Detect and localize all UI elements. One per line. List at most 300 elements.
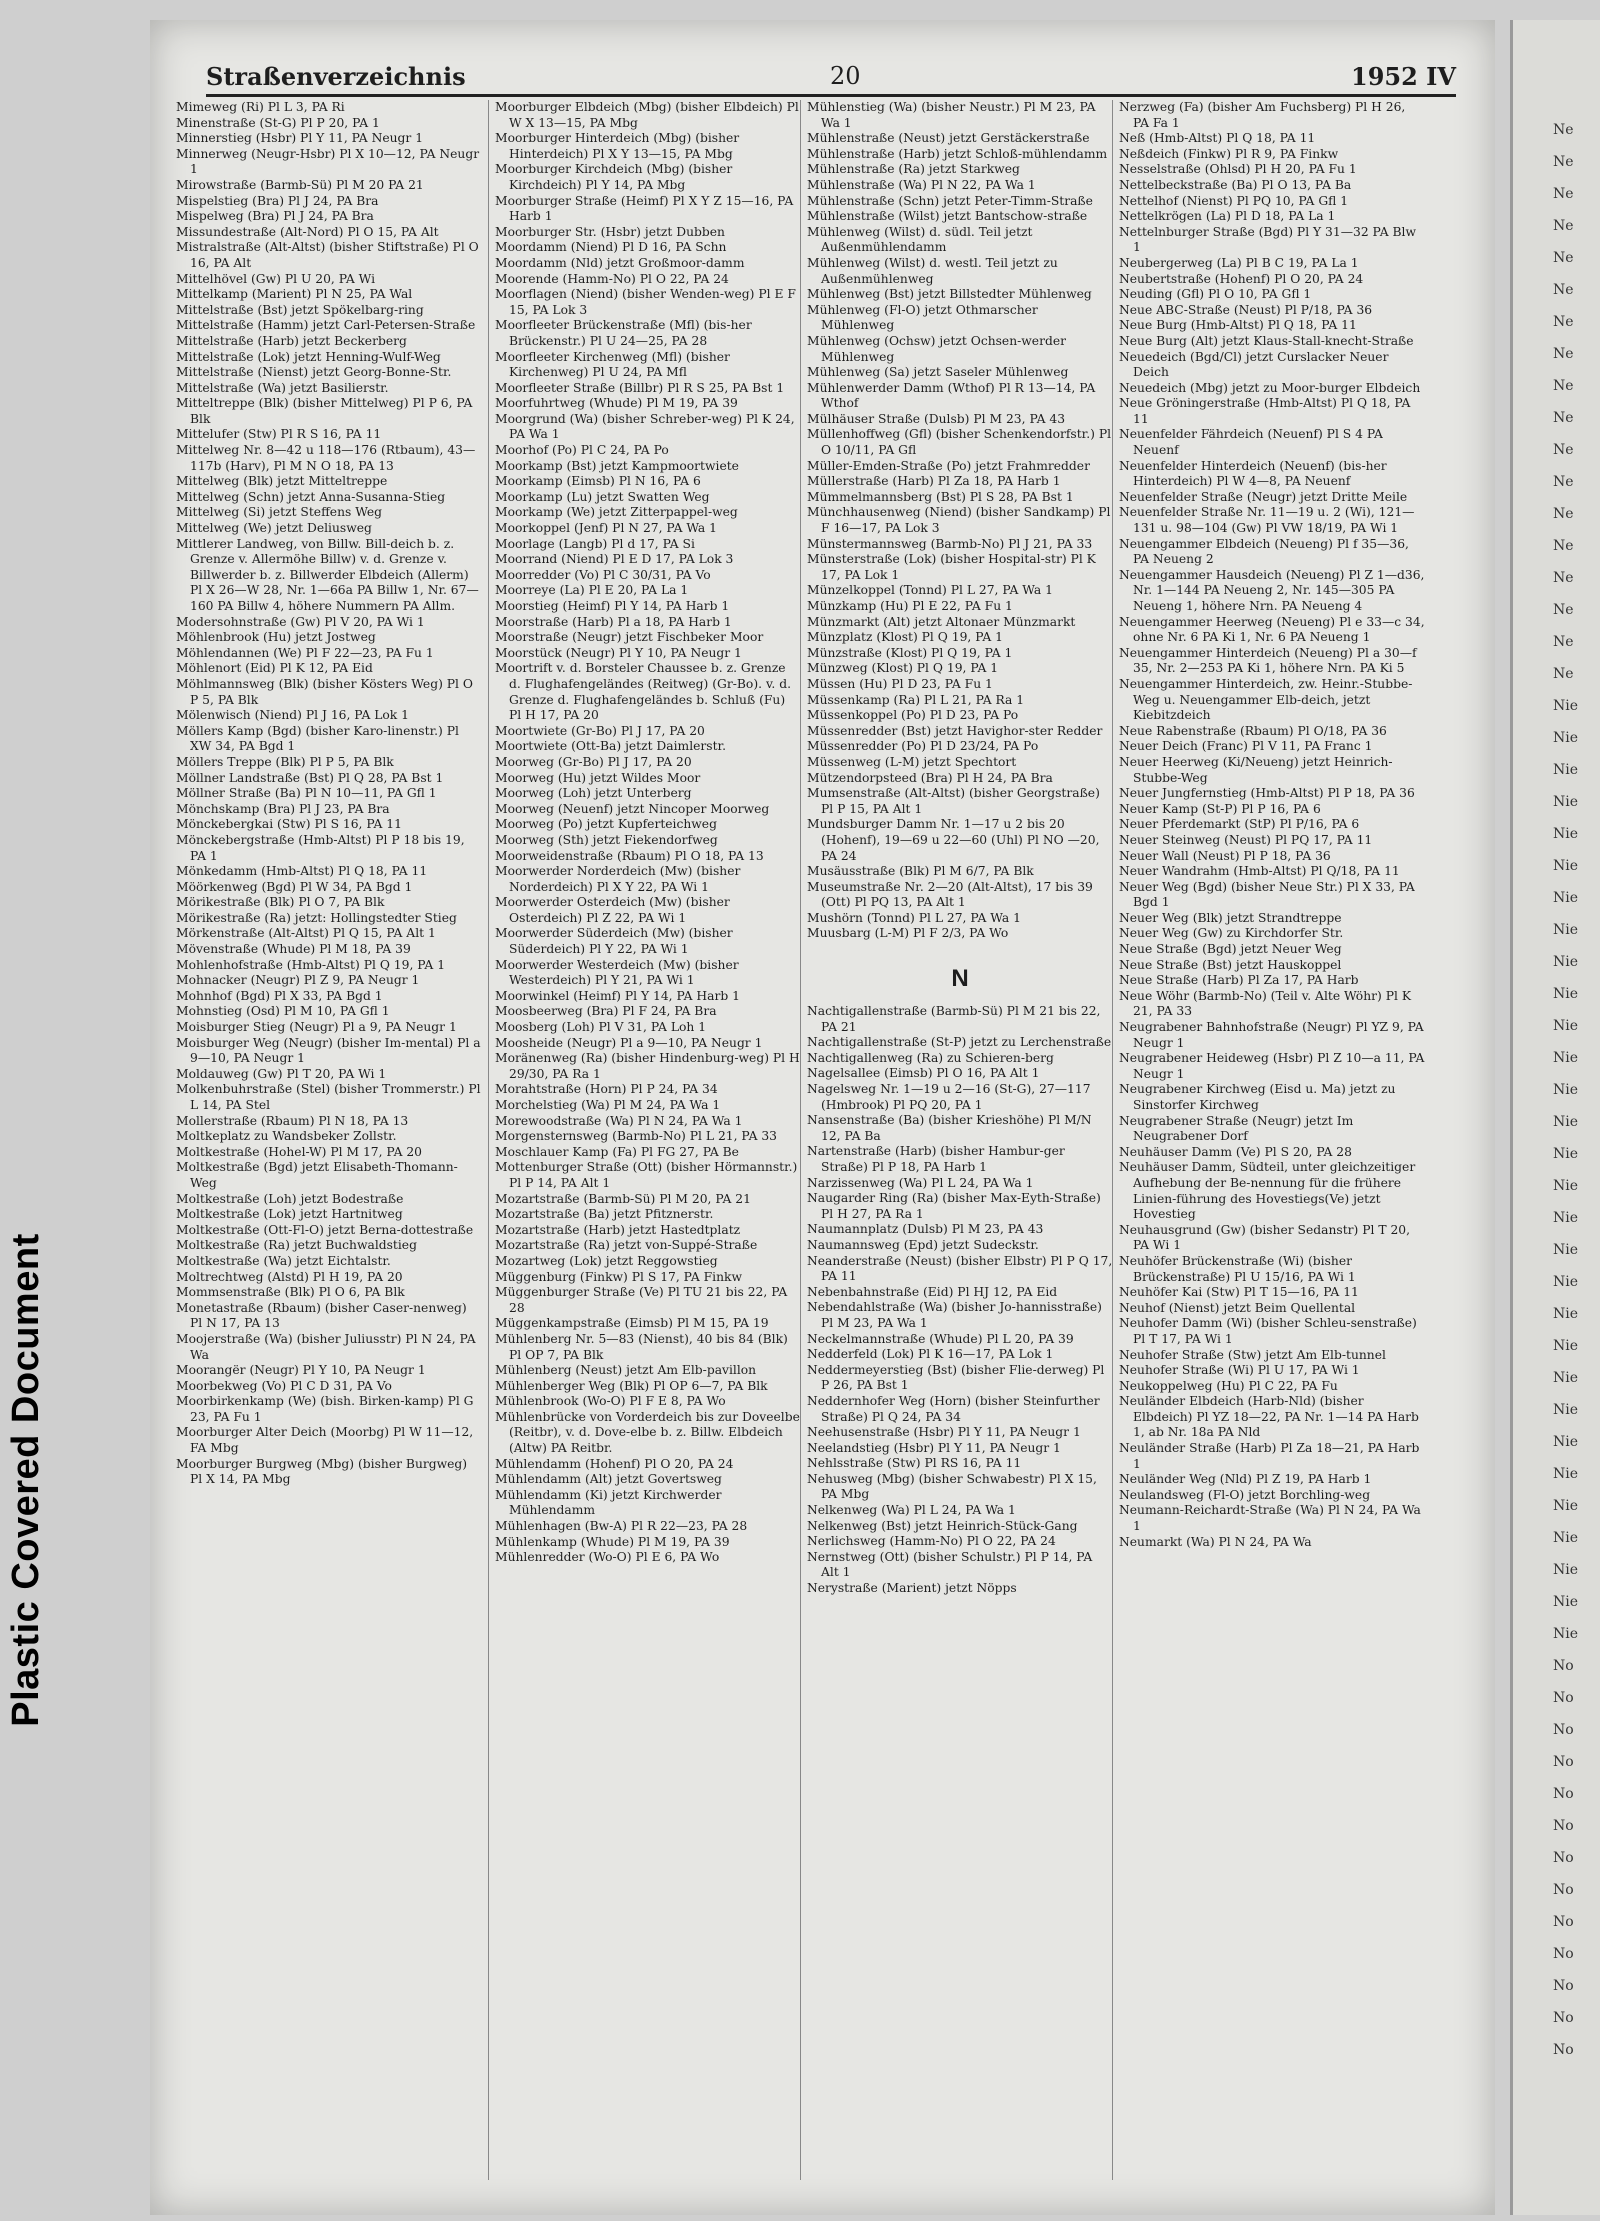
street-entry: Neue Straße (Harb) Pl Za 17, PA Harb — [1119, 973, 1359, 988]
street-entry: Müssen (Hu) Pl D 23, PA Fu 1 — [807, 676, 993, 691]
street-entry: Neuhofer Damm (Wi) (bisher Schleu-senstraße) Pl T 17, PA Wi 1 — [1119, 1316, 1417, 1346]
street-entry: Moorbekweg (Vo) Pl C D 31, PA Vo — [176, 1378, 392, 1393]
street-entry: Mühlenstraße (Wilst) jetzt Bantschow-straße — [807, 209, 1088, 224]
next-page-fragment: No — [1553, 1914, 1574, 1930]
next-page-fragment: Nie — [1553, 762, 1579, 778]
next-page-fragment: Nie — [1553, 698, 1579, 714]
street-entry: Mittelstraße (Hamm) jetzt Carl-Petersen-Straße — [176, 318, 476, 333]
street-entry: Mommsenstraße (Blk) Pl O 6, PA Blk — [176, 1285, 405, 1300]
street-entry: Moorburger Burgweg (Mbg) (bisher Burgweg) Pl X 14, PA Mbg — [176, 1456, 468, 1487]
next-page-fragment: Ne — [1553, 378, 1574, 394]
street-entry: Moorweg (Neuenf) jetzt Nincoper Moorweg — [495, 801, 770, 816]
street-entry: Mushörn (Tonnd) Pl L 27, PA Wa 1 — [807, 910, 1021, 925]
street-entry: Neckelmannstraße (Whude) Pl L 20, PA 39 — [807, 1331, 1074, 1346]
next-page-fragment: Ne — [1553, 634, 1574, 650]
street-entry: Neuengammer Hinterdeich, zw. Heinr.-Stubbe-Weg u. Neuengammer Elb-deich, jetzt Kiebitzdeich — [1119, 676, 1413, 723]
street-entry: Moordamm (Nld) jetzt Großmoor-damm — [495, 255, 745, 270]
next-page-fragment: Nie — [1553, 1050, 1579, 1066]
section-letter: N — [951, 965, 969, 993]
street-entry: Münzkamp (Hu) Pl E 22, PA Fu 1 — [807, 599, 1013, 613]
street-entry: Moorweg (Sth) jetzt Fiekendorfweg — [495, 832, 718, 847]
street-entry: Mühlenstraße (Schn) jetzt Peter-Timm-Straße — [807, 193, 1093, 208]
street-entry: Mövenstraße (Whude) Pl M 18, PA 39 — [176, 942, 411, 957]
street-entry: Neuer Wall (Neust) Pl P 18, PA 36 — [1119, 848, 1331, 863]
next-page-fragment: Ne — [1553, 282, 1574, 298]
street-entry: Mittelhövel (Gw) Pl U 20, PA Wi — [176, 271, 376, 286]
street-entry: Nernstweg (Ott) (bisher Schulstr.) Pl P 14, PA Alt 1 — [807, 1549, 1093, 1580]
street-entry: Müllenhoffweg (Gfl) (bisher Schenkendorfstr.) Pl O 10/11, PA Gfl — [807, 427, 1112, 458]
street-entry: Morewoodstraße (Wa) Pl N 24, PA Wa 1 — [495, 1113, 743, 1128]
street-entry: Narzissenweg (Wa) Pl L 24, PA Wa 1 — [807, 1175, 1034, 1190]
street-entry: Moorweidenstraße (Rbaum) Pl O 18, PA 13 — [495, 848, 764, 863]
street-entry: Mozartstraße (Barmb-Sü) Pl M 20, PA 21 — [495, 1191, 751, 1206]
street-entry: Mühlenbrücke von Vorderdeich bis zur Doveelbe (Reitbr), v. d. Dove-elbe b. z. Billw. Elbdeich (Altw) PA Reitbr. — [495, 1409, 800, 1456]
next-page-fragment: Ne — [1553, 250, 1574, 266]
next-page-fragment: Ne — [1553, 570, 1574, 586]
street-entry: Neue Straße (Bst) jetzt Hauskoppel — [1119, 957, 1342, 972]
next-page-fragment: Nie — [1553, 954, 1579, 970]
street-entry: Mühlenweg (Wilst) d. südl. Teil jetzt Außenmühlendamm — [807, 224, 1033, 255]
street-entry: Muusbarg (L-M) Pl F 2/3, PA Wo — [807, 926, 1009, 941]
street-entry: Neue Burg (Hmb-Altst) Pl Q 18, PA 11 — [1119, 318, 1357, 333]
next-page-fragment: Ne — [1553, 538, 1574, 554]
street-entry: Moordamm (Niend) Pl D 16, PA Schn — [495, 240, 727, 255]
header-title: Straßenverzeichnis — [206, 62, 466, 91]
street-entry: Mitteltreppe (Blk) (bisher Mittelweg) Pl P 6, PA Blk — [176, 396, 473, 426]
street-entry: Molkenbuhrstraße (Stel) (bisher Trommerstr.) Pl L 14, PA Stel — [176, 1082, 481, 1112]
street-entry: Mozartstraße (Harb) jetzt Hastedtplatz — [495, 1222, 741, 1237]
street-entry: Nachtigallenstraße (Barmb-Sü) Pl M 21 bis 22, PA 21 — [807, 1004, 1101, 1034]
street-entry: Neddermeyerstieg (Bst) (bisher Flie-derweg) Pl P 26, PA Bst 1 — [807, 1362, 1105, 1393]
street-entry: Neuengammer Hinterdeich (Neueng) Pl a 30—f 35, Nr. 2—253 PA Ki 1, höhere Nrn. PA Ki 5 — [1119, 645, 1417, 676]
street-entry: Mittlerer Landweg, von Billw. Bill-deich b. z. Grenze v. Allermöhe Billw) v. d. Grenze v. Billwerder b. z. Billwerder Elbdeich (Allerm) Pl X 26—W 28, Nr. 1—66a PA Billw 1, Nr. 67—160 PA Billw 4, höhere Nummern PA Allm. — [176, 536, 479, 613]
street-entry: Münzelkoppel (Tonnd) Pl L 27, PA Wa 1 — [807, 583, 1053, 598]
street-entry: Mühlenstraße (Ra) jetzt Starkweg — [807, 162, 1020, 177]
street-entry: Mühlenweg (Ochsw) jetzt Ochsen-werder Mühlenweg — [807, 333, 1066, 364]
next-page-fragment: Ne — [1553, 218, 1574, 234]
next-page-fragment: Nie — [1553, 1274, 1579, 1290]
street-entry: Moorweg (Po) jetzt Kupferteichweg — [495, 817, 717, 832]
next-page-fragment: Nie — [1553, 1530, 1579, 1546]
street-entry: Neuhäuser Damm, Südteil, unter gleichzeitiger Aufhebung der Be-nennung für die frühere Linien-führung des Hovestiegs(Ve) jetzt Hovestieg — [1119, 1160, 1416, 1222]
street-entry: Möllner Landstraße (Bst) Pl Q 28, PA Bst 1 — [176, 770, 444, 785]
street-entry: Mühlenweg (Wilst) d. westl. Teil jetzt zu Außenmühlenweg — [807, 255, 1058, 286]
street-entry: Neuländer Elbdeich (Harb-Nld) (bisher Elbdeich) Pl YZ 18—22, PA Nr. 1—14 PA Harb 1, ab Nr. 18a PA Nld — [1119, 1394, 1419, 1440]
column-4 — [1112, 100, 1425, 2180]
street-entry: Mülhäuser Straße (Dulsb) Pl M 23, PA 43 — [807, 411, 1066, 426]
next-page-fragment: No — [1553, 2042, 1574, 2058]
street-entry: Mittelweg (Si) jetzt Steffens Weg — [176, 505, 383, 520]
street-entry: Neuengammer Elbdeich (Neueng) Pl f 35—36, PA Neueng 2 — [1119, 536, 1409, 567]
street-entry: Mühlenstraße (Neust) jetzt Gerstäckerstraße — [807, 131, 1090, 146]
street-entry: Neuer Deich (Franc) Pl V 11, PA Franc 1 — [1119, 739, 1373, 754]
column-3 — [800, 100, 1113, 2180]
street-entry: Neuenfelder Straße (Neugr) jetzt Dritte Meile — [1119, 489, 1408, 504]
street-entry: Mühlenstieg (Wa) (bisher Neustr.) Pl M 23, PA Wa 1 — [807, 100, 1096, 130]
street-entry: Naumannsweg (Epd) jetzt Sudeckstr. — [807, 1237, 1039, 1252]
street-entry: Mittelweg (Blk) jetzt Mitteltreppe — [176, 474, 388, 489]
street-entry: Mirowstraße (Barmb-Sü) Pl M 20 PA 21 — [176, 177, 424, 192]
street-entry: Nettelhof (Nienst) Pl PQ 10, PA Gfl 1 — [1119, 193, 1349, 208]
street-entry: Mozartstraße (Ba) jetzt Pfitznerstr. — [495, 1207, 714, 1222]
street-entry: Moorfleeter Kirchenweg (Mfl) (bisher Kirchenweg) Pl U 24, PA Mfl — [495, 349, 730, 380]
street-entry: Mittelstraße (Lok) jetzt Henning-Wulf-Weg — [176, 349, 441, 364]
street-entry: Mittelweg (Schn) jetzt Anna-Susanna-Stieg — [176, 489, 446, 504]
street-entry: Neuedeich (Bgd/Cl) jetzt Curslacker Neuer Deich — [1119, 349, 1389, 380]
street-entry: Moorkamp (We) jetzt Zitterpappel-weg — [495, 505, 738, 520]
street-entry: Möllers Treppe (Blk) Pl P 5, PA Blk — [176, 754, 394, 769]
street-entry: Moorstück (Neugr) Pl Y 10, PA Neugr 1 — [495, 645, 742, 660]
column-2 — [488, 100, 801, 2180]
street-entry: Mützendorpsteed (Bra) Pl H 24, PA Bra — [807, 770, 1053, 785]
next-page-fragment: Nie — [1553, 794, 1579, 810]
street-entry: Mittelstraße (Nienst) jetzt Georg-Bonne-Str. — [176, 365, 452, 380]
street-entry: Neuhöfer Kai (Stw) Pl T 15—16, PA 11 — [1119, 1285, 1359, 1300]
next-page-fragment: Nie — [1553, 1370, 1579, 1386]
street-entry: Neuländer Straße (Harb) Pl Za 18—21, PA Harb 1 — [1119, 1441, 1420, 1471]
street-entry: Mohlenhofstraße (Hmb-Altst) Pl Q 19, PA 1 — [176, 957, 446, 972]
street-entry: Neue Wöhr (Barmb-No) (Teil v. Alte Wöhr) Pl K 21, PA 33 — [1119, 988, 1412, 1019]
street-entry: Nagelsallee (Eimsb) Pl O 16, PA Alt 1 — [807, 1066, 1040, 1081]
street-entry: Mörkenstraße (Alt-Altst) Pl Q 15, PA Alt 1 — [176, 926, 436, 941]
next-page-fragment: Nie — [1553, 1626, 1579, 1642]
street-entry: Müllerstraße (Harb) Pl Za 18, PA Harb 1 — [807, 474, 1061, 489]
street-entry: Moorkamp (Lu) jetzt Swatten Weg — [495, 489, 710, 504]
street-entry: Nettelnburger Straße (Bgd) Pl Y 31—32 PA Blw 1 — [1119, 224, 1416, 255]
next-page-fragment: Nie — [1553, 1178, 1579, 1194]
street-entry: Nettelkrögen (La) Pl D 18, PA La 1 — [1119, 209, 1336, 224]
street-entry: Möllner Straße (Ba) Pl N 10—11, PA Gfl 1 — [176, 786, 437, 801]
street-entry: Moltkestraße (Ott-Fl-O) jetzt Berna-dottestraße — [176, 1222, 474, 1237]
street-entry: Neue Burg (Alt) jetzt Klaus-Stall-knecht-Straße — [1119, 333, 1414, 348]
street-entry: Moorburger Kirchdeich (Mbg) (bisher Kirchdeich) Pl Y 14, PA Mbg — [495, 162, 733, 192]
street-entry: Mühlenkamp (Whude) Pl M 19, PA 39 — [495, 1534, 730, 1549]
street-entry: Moortwiete (Ott-Ba) jetzt Daimlerstr. — [495, 739, 726, 754]
next-page-fragment: No — [1553, 1978, 1574, 1994]
street-entry: Moorweg (Loh) jetzt Unterberg — [495, 786, 692, 801]
street-entry: Münchhausenweg (Niend) (bisher Sandkamp) Pl F 16—17, PA Lok 3 — [807, 505, 1111, 536]
next-page-fragment: Nie — [1553, 1402, 1579, 1418]
street-entry: Moorangër (Neugr) Pl Y 10, PA Neugr 1 — [176, 1363, 426, 1378]
street-entry: Mühlenberger Weg (Blk) Pl OP 6—7, PA Blk — [495, 1378, 768, 1393]
street-entry: Mispelstieg (Bra) Pl J 24, PA Bra — [176, 193, 379, 208]
street-entry: Moorfuhrtweg (Whude) Pl M 19, PA 39 — [495, 396, 738, 411]
street-entry: Neuhäuser Damm (Ve) Pl S 20, PA 28 — [1119, 1144, 1352, 1159]
street-entry: Müssenredder (Bst) jetzt Havighor-ster Redder — [807, 723, 1103, 738]
street-entry: Moosberg (Loh) Pl V 31, PA Loh 1 — [495, 1020, 707, 1035]
street-entry: Nerlichsweg (Hamm-No) Pl O 22, PA 24 — [807, 1534, 1056, 1549]
street-entry: Neugrabener Heideweg (Hsbr) Pl Z 10—a 11, PA Neugr 1 — [1119, 1051, 1425, 1081]
street-entry: Mohnstieg (Osd) Pl M 10, PA Gfl 1 — [176, 1004, 390, 1019]
street-entry: Neulandsweg (Fl-O) jetzt Borchling-weg — [1119, 1487, 1371, 1502]
street-entry: Mumsenstraße (Alt-Altst) (bisher Georgstraße) Pl P 15, PA Alt 1 — [807, 786, 1100, 816]
street-entry: Mottenburger Straße (Ott) (bisher Hörmannstr.) Pl P 14, PA Alt 1 — [495, 1160, 798, 1190]
street-entry: Nettelbeckstraße (Ba) Pl O 13, PA Ba — [1119, 177, 1352, 192]
street-entry: Moltkeplatz zu Wandsbeker Zollstr. — [176, 1129, 397, 1144]
next-page-edge — [1510, 20, 1600, 2215]
street-entry: Moorflagen (Niend) (bisher Wenden-weg) Pl E F 15, PA Lok 3 — [495, 287, 796, 317]
street-entry: Neuengammer Heerweg (Neueng) Pl e 33—c 34, ohne Nr. 6 PA Ki 1, Nr. 6 PA Neueng 1 — [1119, 614, 1425, 645]
street-entry: Nachtigallenweg (Ra) zu Schieren-berg — [807, 1050, 1054, 1065]
street-entry: Nehlsstraße (Stw) Pl RS 16, PA 11 — [807, 1456, 1022, 1471]
street-entry: Moorburger Elbdeich (Mbg) (bisher Elbdeich) Pl W X 13—15, PA Mbg — [495, 100, 799, 130]
next-page-fragment: No — [1553, 1946, 1574, 1962]
street-entry: Neuer Heerweg (Ki/Neueng) jetzt Heinrich-Stubbe-Weg — [1119, 754, 1393, 785]
street-entry: Moorstraße (Harb) Pl a 18, PA Harb 1 — [495, 614, 732, 629]
street-entry: Münstermannsweg (Barmb-No) Pl J 21, PA 33 — [807, 536, 1093, 551]
next-page-fragment: Nie — [1553, 1466, 1579, 1482]
street-entry: Möörkenweg (Bgd) Pl W 34, PA Bgd 1 — [176, 879, 413, 894]
next-page-fragment: Ne — [1553, 186, 1574, 202]
street-entry: Nelkenweg (Bst) jetzt Heinrich-Stück-Gang — [807, 1518, 1078, 1533]
street-entry: Moorrand (Niend) Pl E D 17, PA Lok 3 — [495, 552, 734, 567]
street-entry: Nerzweg (Fa) (bisher Am Fuchsberg) Pl H 26, PA Fa 1 — [1119, 100, 1406, 130]
next-page-fragment: Nie — [1553, 1242, 1579, 1258]
street-entry: Mühlenbrook (Wo-O) Pl F E 8, PA Wo — [495, 1394, 726, 1409]
street-entry: Moorkoppel (Jenf) Pl N 27, PA Wa 1 — [495, 521, 717, 536]
next-page-fragment: No — [1553, 1722, 1574, 1738]
street-entry: Mistralstraße (Alt-Altst) (bisher Stiftstraße) Pl O 16, PA Alt — [176, 240, 479, 270]
street-entry: Moorredder (Vo) Pl C 30/31, PA Vo — [495, 567, 711, 582]
street-entry: Moldauweg (Gw) Pl T 20, PA Wi 1 — [176, 1066, 387, 1081]
next-page-fragment: Nie — [1553, 1018, 1579, 1034]
street-entry: Neuhöfer Brückenstraße (Wi) (bisher Brückenstraße) Pl U 15/16, PA Wi 1 — [1119, 1253, 1356, 1284]
next-page-fragment: Nie — [1553, 858, 1579, 874]
street-entry: Mönckebergstraße (Hmb-Altst) Pl P 18 bis 19, PA 1 — [176, 832, 465, 863]
next-page-fragment: Nie — [1553, 826, 1579, 842]
next-page-fragment: Nie — [1553, 1594, 1579, 1610]
street-entry: Moorburger Alter Deich (Moorbg) Pl W 11—12, FA Mbg — [176, 1425, 474, 1456]
street-entry: Mozartstraße (Ra) jetzt von-Suppé-Straße — [495, 1238, 758, 1253]
street-entry: Moorende (Hamm-No) Pl O 22, PA 24 — [495, 271, 729, 286]
header-year: 1952 IV — [1351, 62, 1456, 91]
next-page-fragments — [1513, 20, 1600, 2072]
street-entry: Mittelstraße (Bst) jetzt Spökelbarg-ring — [176, 302, 424, 317]
street-entry: Neuhausgrund (Gw) (bisher Sedanstr) Pl T 20, PA Wi 1 — [1119, 1222, 1411, 1253]
street-entry: Müggenburger Straße (Ve) Pl TU 21 bis 22, PA 28 — [495, 1285, 788, 1315]
street-entry: Monetastraße (Rbaum) (bisher Caser-nenweg) Pl N 17, PA 13 — [176, 1300, 467, 1331]
street-entry: Moorreye (La) Pl E 20, PA La 1 — [495, 583, 689, 598]
street-entry: Moosheide (Neugr) Pl a 9—10, PA Neugr 1 — [495, 1035, 763, 1050]
street-entry: Morahtstraße (Horn) Pl P 24, PA 34 — [495, 1082, 718, 1097]
next-page-fragment: Ne — [1553, 314, 1574, 330]
street-entry: Mohnacker (Neugr) Pl Z 9, PA Neugr 1 — [176, 973, 420, 988]
street-entry: Neuding (Gfl) Pl O 10, PA Gfl 1 — [1119, 287, 1312, 302]
next-page-fragment: Ne — [1553, 474, 1574, 490]
next-page-fragment: No — [1553, 1658, 1574, 1674]
street-entry: Minnerweg (Neugr-Hsbr) Pl X 10—12, PA Neugr 1 — [176, 146, 480, 177]
street-entry: Neugrabener Straße (Neugr) jetzt Im Neugrabener Dorf — [1119, 1113, 1354, 1144]
next-page-fragment: Nie — [1553, 1338, 1579, 1354]
street-entry: Moltrechtweg (Alstd) Pl H 19, PA 20 — [176, 1269, 403, 1284]
street-entry: Mühlenweg (Bst) jetzt Billstedter Mühlenweg — [807, 287, 1092, 302]
street-entry: Nehusweg (Mbg) (bisher Schwabestr) Pl X 15, PA Mbg — [807, 1471, 1097, 1502]
street-entry: Moschlauer Kamp (Fa) Pl FG 27, PA Be — [495, 1144, 739, 1159]
street-entry: Neuer Weg (Gw) zu Kirchdorfer Str. — [1119, 926, 1344, 941]
street-entry: Mittelweg Nr. 8—42 u 118—176 (Rtbaum), 43—117b (Harv), Pl M N O 18, PA 13 — [176, 443, 476, 473]
street-entry: Moltkestraße (Loh) jetzt Bodestraße — [176, 1191, 404, 1206]
next-page-fragment: Ne — [1553, 506, 1574, 522]
street-entry: Neß (Hmb-Altst) Pl Q 18, PA 11 — [1119, 131, 1316, 146]
side-label: Plastic Covered Document — [5, 1233, 47, 1727]
street-entry: Moojerstraße (Wa) (bisher Juliusstr) Pl N 24, PA Wa — [176, 1331, 476, 1362]
street-entry: Mollerstraße (Rbaum) Pl N 18, PA 13 — [176, 1113, 409, 1128]
street-entry: Moorwinkel (Heimf) Pl Y 14, PA Harb 1 — [495, 988, 740, 1003]
page-header — [206, 54, 1456, 97]
street-entry: Moorburger Straße (Heimf) Pl X Y Z 15—16, PA Harb 1 — [495, 193, 794, 224]
street-entry: Moorstieg (Heimf) Pl Y 14, PA Harb 1 — [495, 599, 730, 613]
street-entry: Moorwerder Osterdeich (Mw) (bisher Osterdeich) Pl Z 22, PA Wi 1 — [495, 895, 730, 925]
next-page-fragment: Nie — [1553, 730, 1579, 746]
street-entry: Moorwerder Westerdeich (Mw) (bisher Westerdeich) Pl Y 21, PA Wi 1 — [495, 957, 739, 988]
street-entry: Mühlenberg (Neust) jetzt Am Elb-pavillon — [495, 1363, 757, 1378]
street-entry: Mölenwisch (Niend) Pl J 16, PA Lok 1 — [176, 708, 409, 723]
street-entry: Münzstraße (Klost) Pl Q 19, PA 1 — [807, 645, 1013, 660]
street-entry: Modersohnstraße (Gw) Pl V 20, PA Wi 1 — [176, 614, 425, 629]
street-entry: Nansenstraße (Ba) (bisher Krieshöhe) Pl M/N 12, PA Ba — [807, 1113, 1092, 1143]
street-entry: Moltkestraße (Lok) jetzt Hartnitweg — [176, 1207, 403, 1222]
next-page-fragment: Nie — [1553, 1562, 1579, 1578]
next-page-fragment: No — [1553, 2010, 1574, 2026]
street-entry: Mittelstraße (Wa) jetzt Basilierstr. — [176, 380, 389, 395]
street-entry: Neumann-Reichardt-Straße (Wa) Pl N 24, PA Wa 1 — [1119, 1503, 1421, 1534]
street-entry: Münzplatz (Klost) Pl Q 19, PA 1 — [807, 630, 1003, 645]
street-entry: Nebendahlstraße (Wa) (bisher Jo-hannisstraße) Pl M 23, PA Wa 1 — [807, 1300, 1102, 1330]
street-entry: Mimeweg (Ri) Pl L 3, PA Ri — [176, 100, 345, 114]
street-entry: Mühlenhagen (Bw-A) Pl R 22—23, PA 28 — [495, 1519, 748, 1534]
street-entry: Moorhof (Po) Pl C 24, PA Po — [495, 443, 669, 458]
street-entry: Moortrift v. d. Borsteler Chaussee b. z. Grenze d. Flughafengeländes (Reitweg) (Gr-Bo). v. d. Grenze d. Flughafengeländes b. Schluß (Fu) Pl H 17, PA 20 — [495, 661, 792, 723]
street-entry: Münzmarkt (Alt) jetzt Altonaer Münzmarkt — [807, 614, 1076, 629]
next-page-fragment: Nie — [1553, 1306, 1579, 1322]
next-page-fragment: Nie — [1553, 922, 1579, 938]
next-page-fragment: No — [1553, 1818, 1574, 1834]
street-entry: Moorbirkenkamp (We) (bish. Birken-kamp) Pl G 23, PA Fu 1 — [176, 1394, 474, 1424]
street-entry: Neuedeich (Mbg) jetzt zu Moor-burger Elbdeich — [1119, 380, 1421, 395]
street-entry: Möhlmannsweg (Blk) (bisher Kösters Weg) Pl O P 5, PA Blk — [176, 676, 473, 707]
street-entry: Nartenstraße (Harb) (bisher Hambur-ger Straße) Pl P 18, PA Harb 1 — [807, 1144, 1065, 1174]
next-page-fragment: No — [1553, 1786, 1574, 1802]
street-entry: Nelkenweg (Wa) Pl L 24, PA Wa 1 — [807, 1503, 1016, 1518]
street-entry: Moisburger Stieg (Neugr) Pl a 9, PA Neugr 1 — [176, 1020, 457, 1035]
document-page — [150, 20, 1495, 2215]
street-entry: Moltkestraße (Wa) jetzt Eichtalstr. — [176, 1253, 391, 1268]
street-entry: Neehusenstraße (Hsbr) Pl Y 11, PA Neugr 1 — [807, 1425, 1081, 1440]
street-entry: Morchelstieg (Wa) Pl M 24, PA Wa 1 — [495, 1098, 721, 1112]
street-entry: Moltkestraße (Ra) jetzt Buchwaldstieg — [176, 1238, 417, 1253]
next-page-fragment: No — [1553, 1690, 1574, 1706]
street-entry: Nebenbahnstraße (Eid) Pl HJ 12, PA Eid — [807, 1284, 1058, 1299]
street-entry: Münsterstraße (Lok) (bisher Hospital-str) Pl K 17, PA Lok 1 — [807, 552, 1096, 582]
next-page-fragment: Ne — [1553, 154, 1574, 170]
street-entry: Moorwerder Norderdeich (Mw) (bisher Norderdeich) Pl X Y 22, PA Wi 1 — [495, 864, 741, 894]
street-entry: Mönkedamm (Hmb-Altst) Pl Q 18, PA 11 — [176, 864, 428, 879]
street-entry: Neuenfelder Fährdeich (Neuenf) Pl S 4 PA Neuenf — [1119, 427, 1383, 458]
street-entry: Morgensternsweg (Barmb-No) Pl L 21, PA 33 — [495, 1129, 777, 1144]
street-entry: Neuhofer Straße (Stw) jetzt Am Elb-tunnel — [1119, 1347, 1386, 1362]
street-entry: Müssenkamp (Ra) Pl L 21, PA Ra 1 — [807, 692, 1025, 707]
street-entry: Moorgrund (Wa) (bisher Schreber-weg) Pl K 24, PA Wa 1 — [495, 411, 795, 442]
street-entry: Neuenfelder Hinterdeich (Neuenf) (bis-her Hinterdeich) Pl W 4—8, PA Neuenf — [1119, 458, 1387, 489]
street-entry: Moorkamp (Eimsb) Pl N 16, PA 6 — [495, 474, 701, 489]
street-entry: Minenstraße (St-G) Pl P 20, PA 1 — [176, 115, 380, 130]
street-entry: Neuländer Weg (Nld) Pl Z 19, PA Harb 1 — [1119, 1472, 1372, 1487]
street-entry: Moisburger Weg (Neugr) (bisher Im-mental) Pl a 9—10, PA Neugr 1 — [176, 1035, 481, 1066]
street-entry: Mittelstraße (Harb) jetzt Beckerberg — [176, 333, 407, 348]
street-entry: Mohnhof (Bgd) Pl X 33, PA Bgd 1 — [176, 988, 383, 1003]
street-entry: Moorweg (Gr-Bo) Pl J 17, PA 20 — [495, 754, 692, 769]
street-entry: Mühlenredder (Wo-O) Pl E 6, PA Wo — [495, 1550, 720, 1565]
next-page-fragment: No — [1553, 1882, 1574, 1898]
street-entry: Neuer Jungfernstieg (Hmb-Altst) Pl P 18, PA 36 — [1119, 786, 1415, 801]
street-entry: Müggenkampstraße (Eimsb) Pl M 15, PA 19 — [495, 1316, 769, 1331]
street-entry: Mühlenstraße (Harb) jetzt Schloß-mühlendamm — [807, 146, 1108, 161]
street-entry: Neuenfelder Straße Nr. 11—19 u. 2 (Wi), 121—131 u. 98—104 (Gw) Pl VW 18/19, PA Wi 1 — [1119, 505, 1415, 536]
street-entry: Mispelweg (Bra) Pl J 24, PA Bra — [176, 209, 374, 224]
street-entry: Neumarkt (Wa) Pl N 24, PA Wa — [1119, 1534, 1312, 1549]
street-entry: Neuer Weg (Blk) jetzt Strandtreppe — [1119, 910, 1342, 925]
next-page-fragment: Nie — [1553, 1114, 1579, 1130]
street-entry: Neue Gröningerstraße (Hmb-Altst) Pl Q 18, PA 11 — [1119, 396, 1411, 426]
street-entry: Minnerstieg (Hsbr) Pl Y 11, PA Neugr 1 — [176, 131, 424, 146]
street-entry: Neddernhofer Weg (Horn) (bisher Steinfurther Straße) Pl Q 24, PA 34 — [807, 1393, 1100, 1424]
street-entry: Missundestraße (Alt-Nord) Pl O 15, PA Alt — [176, 224, 439, 239]
street-entry: Neubergerweg (La) Pl B C 19, PA La 1 — [1119, 255, 1359, 270]
street-entry: Mümmelmannsberg (Bst) Pl S 28, PA Bst 1 — [807, 489, 1074, 504]
street-entry: Neuer Weg (Bgd) (bisher Neue Str.) Pl X 33, PA Bgd 1 — [1119, 879, 1415, 910]
street-entry: Möhlenort (Eid) Pl K 12, PA Eid — [176, 661, 373, 676]
street-entry: Neukoppelweg (Hu) Pl C 22, PA Fu — [1119, 1378, 1338, 1393]
street-entry: Mühlendamm (Hohenf) Pl O 20, PA 24 — [495, 1456, 734, 1471]
street-entry: Münzweg (Klost) Pl Q 19, PA 1 — [807, 661, 999, 676]
street-entry: Möllers Kamp (Bgd) (bisher Karo-linenstr.) Pl XW 34, PA Bgd 1 — [176, 723, 459, 754]
street-entry: Mühlenweg (Fl-O) jetzt Othmarscher Mühlenweg — [807, 302, 1038, 333]
street-entry: Mühlendamm (Ki) jetzt Kirchwerder Mühlendamm — [495, 1487, 722, 1518]
street-entry: Möhlendannen (We) Pl F 22—23, PA Fu 1 — [176, 645, 434, 660]
street-entry: Naugarder Ring (Ra) (bisher Max-Eyth-Straße) Pl H 27, PA Ra 1 — [807, 1191, 1101, 1221]
next-page-fragment: Nie — [1553, 1210, 1579, 1226]
street-entry: Mittelkamp (Marient) Pl N 25, PA Wal — [176, 287, 413, 302]
street-entry: Mühlenwerder Damm (Wthof) Pl R 13—14, PA Wthof — [807, 380, 1096, 411]
street-entry: Neuer Kamp (St-P) Pl P 16, PA 6 — [1119, 801, 1321, 816]
next-page-fragment: Nie — [1553, 1434, 1579, 1450]
street-entry: Möhlenbrook (Hu) jetzt Jostweg — [176, 630, 376, 645]
next-page-fragment: Nie — [1553, 1498, 1579, 1514]
street-entry: Neuer Steinweg (Neust) Pl PQ 17, PA 11 — [1119, 832, 1373, 847]
next-page-fragment: No — [1553, 1754, 1574, 1770]
street-entry: Müller-Emden-Straße (Po) jetzt Frahmredder — [807, 458, 1090, 473]
street-entry: Neugrabener Kirchweg (Eisd u. Ma) jetzt zu Sinstorfer Kirchweg — [1119, 1082, 1396, 1112]
columns-area — [176, 100, 1476, 2180]
street-entry: Moorfleeter Brückenstraße (Mfl) (bis-her Brückenstr.) Pl U 24—25, PA 28 — [495, 318, 752, 348]
street-entry: Mönchskamp (Bra) Pl J 23, PA Bra — [176, 801, 390, 816]
street-entry: Neuengammer Hausdeich (Neueng) Pl Z 1—d36, Nr. 1—144 PA Neueng 2, Nr. 145—305 PA Neueng 1, höhere Nrn. PA Neueng 4 — [1119, 567, 1425, 613]
street-entry: Moorlage (Langb) Pl d 17, PA Si — [495, 536, 695, 551]
street-entry: Nagelsweg Nr. 1—19 u 2—16 (St-G), 27—117 (Hmbrook) Pl PQ 20, PA 1 — [807, 1082, 1091, 1112]
street-entry: Moortwiete (Gr-Bo) Pl J 17, PA 20 — [495, 723, 705, 738]
next-page-fragment: Ne — [1553, 602, 1574, 618]
street-entry: Neue Straße (Bgd) jetzt Neuer Weg — [1119, 942, 1342, 957]
street-entry: Müggenburg (Finkw) Pl S 17, PA Finkw — [495, 1269, 742, 1284]
street-entry: Mörikestraße (Blk) Pl O 7, PA Blk — [176, 895, 385, 910]
street-entry: Mühlenstraße (Wa) Pl N 22, PA Wa 1 — [807, 177, 1036, 192]
column-1 — [176, 100, 482, 2180]
street-entry: Moorweg (Hu) jetzt Wildes Moor — [495, 770, 701, 785]
street-entry: Nedderfeld (Lok) Pl K 16—17, PA Lok 1 — [807, 1347, 1054, 1362]
street-entry: Moorkamp (Bst) jetzt Kampmoortwiete — [495, 458, 739, 473]
street-entry: Neue ABC-Straße (Neust) Pl P/18, PA 36 — [1119, 302, 1373, 317]
street-entry: Neubertstraße (Hohenf) Pl O 20, PA 24 — [1119, 271, 1364, 286]
